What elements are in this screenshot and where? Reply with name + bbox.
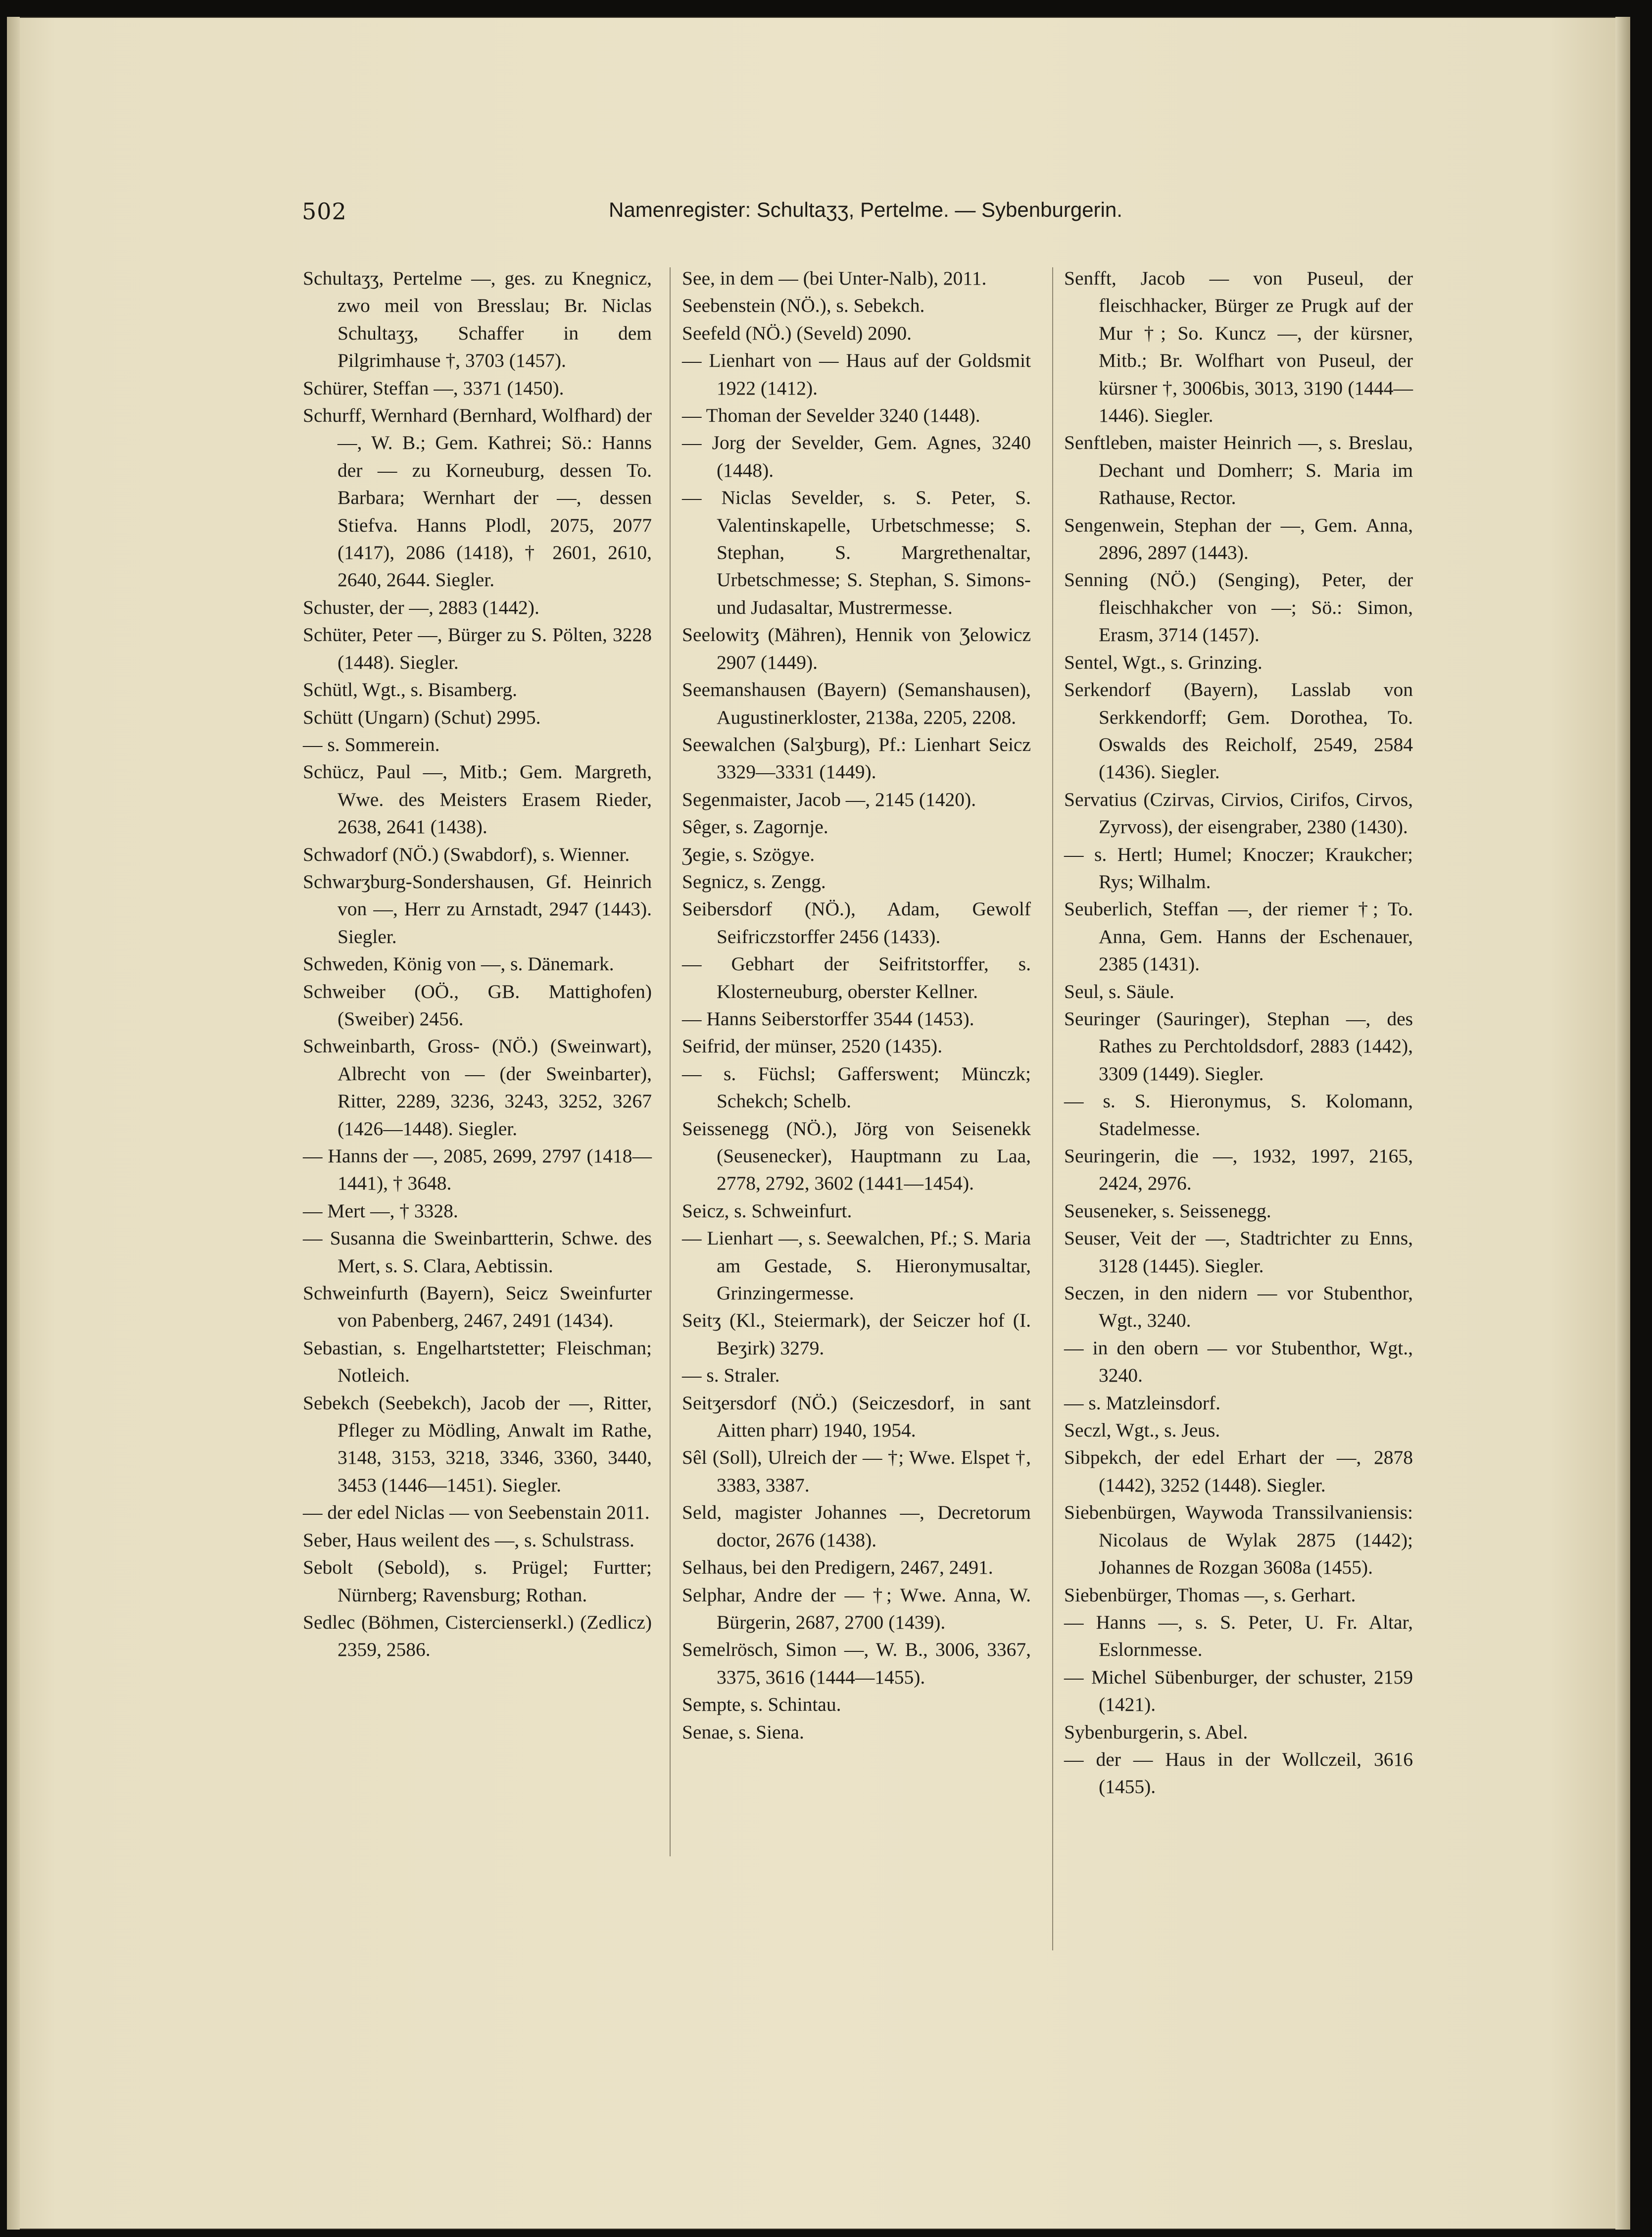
index-entry: — s. Straler. [682,1364,780,1387]
index-entry: Seicz, s. Schweinfurt. [682,1199,852,1222]
index-entry: Seuberlich, Steffan —, der riemer †; To. Anna, Gem. Hanns der Eschenauer, 2385 (1431). [1064,898,1413,975]
index-entry: — Thoman der Sevelder 3240 (1448). [682,404,980,427]
index-entry: Segnicz, s. Zengg. [682,870,826,893]
index-entry: Schücz, Paul —, Mitb.; Gem. Margreth, Wwe. des Meisters Erasem Rieder, 2638, 2641 (1438). [303,761,652,838]
index-entry: Schütl, Wgt., s. Bisamberg. [303,679,518,701]
index-entry: Seczen, in den nidern — vor Stubenthor, Wgt., 3240. [1064,1282,1413,1332]
index-entry: — Mert —, † 3328. [303,1199,458,1222]
index-entry: Schürer, Steffan —, 3371 (1450). [303,377,564,399]
index-entry: — der edel Niclas — von Seebenstain 2011. [303,1501,650,1524]
index-entry: Serkendorf (Bayern), Lasslab von Serkkendorff; Gem. Dorothea, To. Oswalds des Reicholf, 2549, 2584 (1436). Siegler. [1064,679,1413,783]
index-entry: — s. Füchsl; Gafferswent; Münczk; Schekch; Schelb. [682,1062,1031,1112]
index-entry: — Susanna die Sweinbartterin, Schwe. des Mert, s. S. Clara, Aebtissin. [303,1227,652,1277]
index-entry: Sebekch (Seebekch), Jacob der —, Ritter, Pfleger zu Mödling, Anwalt im Rathe, 3148, 3153, 3218, 3346, 3360, 3440, 3453 (1446—1451). Siegler. [303,1392,652,1496]
index-entry: Schüter, Peter —, Bürger zu S. Pölten, 3228 (1448). Siegler. [303,624,652,673]
index-entry: — Hanns der —, 2085, 2699, 2797 (1418—1441), † 3648. [303,1145,652,1194]
index-entry: — s. Matzleinsdorf. [1064,1392,1220,1414]
running-head: Namenregister: Schultaʒʒ, Pertelme. — Sybenburgerin. [609,198,1122,221]
index-entry: Schwadorf (NÖ.) (Swabdorf), s. Wienner. [303,843,630,865]
index-entry: Schweiber (OÖ., GB. Mattighofen) (Sweiber) 2456. [303,980,652,1030]
index-entry: Senning (NÖ.) (Senging), Peter, der fleischhakcher von —; Sö.: Simon, Erasm, 3714 (1457). [1064,569,1413,646]
index-entry: Siebenbürger, Thomas —, s. Gerhart. [1064,1584,1356,1606]
index-entry: Seuseneker, s. Seissenegg. [1064,1199,1271,1222]
index-entry: Seelowitʒ (Mähren), Hennik von Ʒelowicz 2907 (1449). [682,624,1031,673]
index-entry: Seibersdorf (NÖ.), Adam, Gewolf Seifriczstorffer 2456 (1433). [682,898,1031,947]
index-entry: Sempte, s. Schintau. [682,1693,841,1716]
index-entry: Schweinbarth, Gross- (NÖ.) (Sweinwart), Albrecht von — (der Sweinbarter), Ritter, 2289, 3236, 3243, 3252, 3267 (1426—1448). Siegler. [303,1035,652,1140]
index-entry: Sêl (Soll), Ulreich der — †; Wwe. Elspet †, 3383, 3387. [682,1446,1031,1496]
index-entry: Sentel, Wgt., s. Grinzing. [1064,651,1263,673]
index-entry: Seber, Haus weilent des —, s. Schulstrass. [303,1529,634,1551]
index-entry: Semelrösch, Simon —, W. B., 3006, 3367, 3375, 3616 (1444—1455). [682,1639,1031,1688]
index-entry: Selhaus, bei den Predigern, 2467, 2491. [682,1556,993,1579]
index-column-2 [682,265,1031,1746]
page-header [302,198,1242,238]
index-entry: Schultaʒʒ, Pertelme —, ges. zu Knegnicz, zwo meil von Bresslau; Br. Niclas Schultaʒʒ, Schaffer in dem Pilgrimhause †, 3703 (1457). [303,267,652,372]
page-edge-left [7,17,20,2230]
index-entry: Seczl, Wgt., s. Jeus. [1064,1419,1220,1442]
index-entry: — Hanns Seiberstorffer 3544 (1453). [682,1007,974,1030]
index-entry: Seld, magister Johannes —, Decretorum doctor, 2676 (1438). [682,1501,1031,1551]
index-entry: Schwarʒburg-Sondershausen, Gf. Heinrich von —, Herr zu Arnstadt, 2947 (1443). Siegler. [303,870,652,947]
index-entry: Seuringerin, die —, 1932, 1997, 2165, 2424, 2976. [1064,1145,1413,1194]
index-entry: Seul, s. Säule. [1064,980,1174,1002]
page-edge-right [1615,17,1630,2230]
column-divider [670,267,671,1856]
index-entry: Seitʒersdorf (NÖ.) (Seiczesdorf, in sant Aitten pharr) 1940, 1954. [682,1392,1031,1442]
index-entry: Siebenbürgen, Waywoda Transsilvaniensis: Nicolaus de Wylak 2875 (1442); Johannes de Rozgan 3608a (1455). [1064,1501,1413,1579]
index-entry: Senfft, Jacob — von Puseul, der fleischhacker, Bürger ze Prugk auf der Mur †; So. Kuncz —, der kürsner, Mitb.; Br. Wolfhart von Puseul, der kürsner †, 3006bis, 3013, 3190 (1444—1446). Siegler. [1064,267,1413,427]
page-number: 502 [302,198,347,225]
index-entry: Sybenburgerin, s. Abel. [1064,1721,1248,1743]
index-entry: — Lienhart —, s. Seewalchen, Pf.; S. Maria am Gestade, S. Hieronymusaltar, Grinzingermesse. [682,1227,1031,1304]
index-entry: Senae, s. Siena. [682,1721,804,1743]
index-entry: Schweden, König von —, s. Dänemark. [303,953,614,975]
index-entry: Sêger, s. Zagornje. [682,816,828,838]
index-entry: Seuringer (Sauringer), Stephan —, des Rathes zu Perchtoldsdorf, 2883 (1442), 3309 (1449). Siegler. [1064,1007,1413,1085]
index-entry: — s. Sommerein. [303,733,440,755]
index-entry: Schurff, Wernhard (Bernhard, Wolfhard) der —, W. B.; Gem. Kathrei; Sö.: Hanns der — zu Korneuburg, dessen To. Barbara; Wernhart der —, dessen Stiefva. Hanns Plodl, 2075, 2077 (1417), 2086 (1418), † 2601, 2610, 2640, 2644. Siegler. [303,404,652,591]
index-entry: — in den obern — vor Stubenthor, Wgt., 3240. [1064,1337,1413,1387]
index-entry: Senftleben, maister Heinrich —, s. Breslau, Dechant und Domherr; S. Maria im Rathause, Rector. [1064,432,1413,509]
index-entry: — Lienhart von — Haus auf der Goldsmit 1922 (1412). [682,349,1031,399]
index-entry: — Niclas Sevelder, s. S. Peter, S. Valentinskapelle, Urbetschmesse; S. Stephan, S. Margrethenaltar, Urbetschmesse; S. Stephan, S. Simons- und Judasaltar, Mustrermesse. [682,487,1031,618]
index-entry: Seemanshausen (Bayern) (Semanshausen), Augustinerkloster, 2138a, 2205, 2208. [682,679,1031,728]
index-entry: Schweinfurth (Bayern), Seicz Sweinfurter von Pabenberg, 2467, 2491 (1434). [303,1282,652,1332]
index-entry: Seitʒ (Kl., Steiermark), der Seiczer hof (I. Beʒirk) 3279. [682,1309,1031,1359]
index-entry: Ʒegie, s. Szögye. [682,843,815,865]
index-entry: Sibpekch, der edel Erhart der —, 2878 (1442), 3252 (1448). Siegler. [1064,1446,1413,1496]
index-entry: Servatius (Czirvas, Cirvios, Cirifos, Cirvos, Zyrvoss), der eisengraber, 2380 (1430). [1064,788,1413,838]
index-entry: See, in dem — (bei Unter-Nalb), 2011. [682,267,987,289]
index-entry: — der — Haus in der Wollczeil, 3616 (1455). [1064,1748,1413,1798]
index-entry: Seebenstein (NÖ.), s. Sebekch. [682,295,925,317]
index-entry: — Jorg der Sevelder, Gem. Agnes, 3240 (1448). [682,432,1031,481]
index-entry: — Gebhart der Seifritstorffer, s. Klosterneuburg, oberster Kellner. [682,953,1031,1002]
index-entry: — s. S. Hieronymus, S. Kolomann, Stadelmesse. [1064,1090,1413,1140]
index-column-1 [303,265,652,1664]
index-entry: Schuster, der —, 2883 (1442). [303,596,539,618]
index-entry: Seuser, Veit der —, Stadtrichter zu Enns, 3128 (1445). Siegler. [1064,1227,1413,1277]
index-entry: Seefeld (NÖ.) (Seveld) 2090. [682,322,912,344]
index-entry: Segenmaister, Jacob —, 2145 (1420). [682,788,976,810]
index-entry: Seewalchen (Salʒburg), Pf.: Lienhart Seicz 3329—3331 (1449). [682,733,1031,783]
index-entry: Selphar, Andre der — †; Wwe. Anna, W. Bürgerin, 2687, 2700 (1439). [682,1584,1031,1633]
index-entry: Sebastian, s. Engelhartstetter; Fleischman; Notleich. [303,1337,652,1387]
index-column-3 [1064,265,1413,1801]
index-entry: Sebolt (Sebold), s. Prügel; Furtter; Nürnberg; Ravensburg; Rothan. [303,1556,652,1606]
index-entry: Seissenegg (NÖ.), Jörg von Seisenekk (Seusenecker), Hauptmann zu Laa, 2778, 2792, 3602 (1441—1454). [682,1117,1031,1194]
index-entry: — Hanns —, s. S. Peter, U. Fr. Altar, Eslornmesse. [1064,1611,1413,1661]
index-entry: Sedlec (Böhmen, Cistercienserkl.) (Zedlicz) 2359, 2586. [303,1611,652,1661]
index-entry: Schütt (Ungarn) (Schut) 2995. [303,706,541,728]
index-entry: Seifrid, der münser, 2520 (1435). [682,1035,943,1057]
column-divider [1052,267,1053,1950]
index-entry: — Michel Sübenburger, der schuster, 2159 (1421). [1064,1666,1413,1716]
index-entry: — s. Hertl; Humel; Knoczer; Kraukcher; Rys; Wilhalm. [1064,843,1413,893]
index-entry: Sengenwein, Stephan der —, Gem. Anna, 2896, 2897 (1443). [1064,514,1413,564]
